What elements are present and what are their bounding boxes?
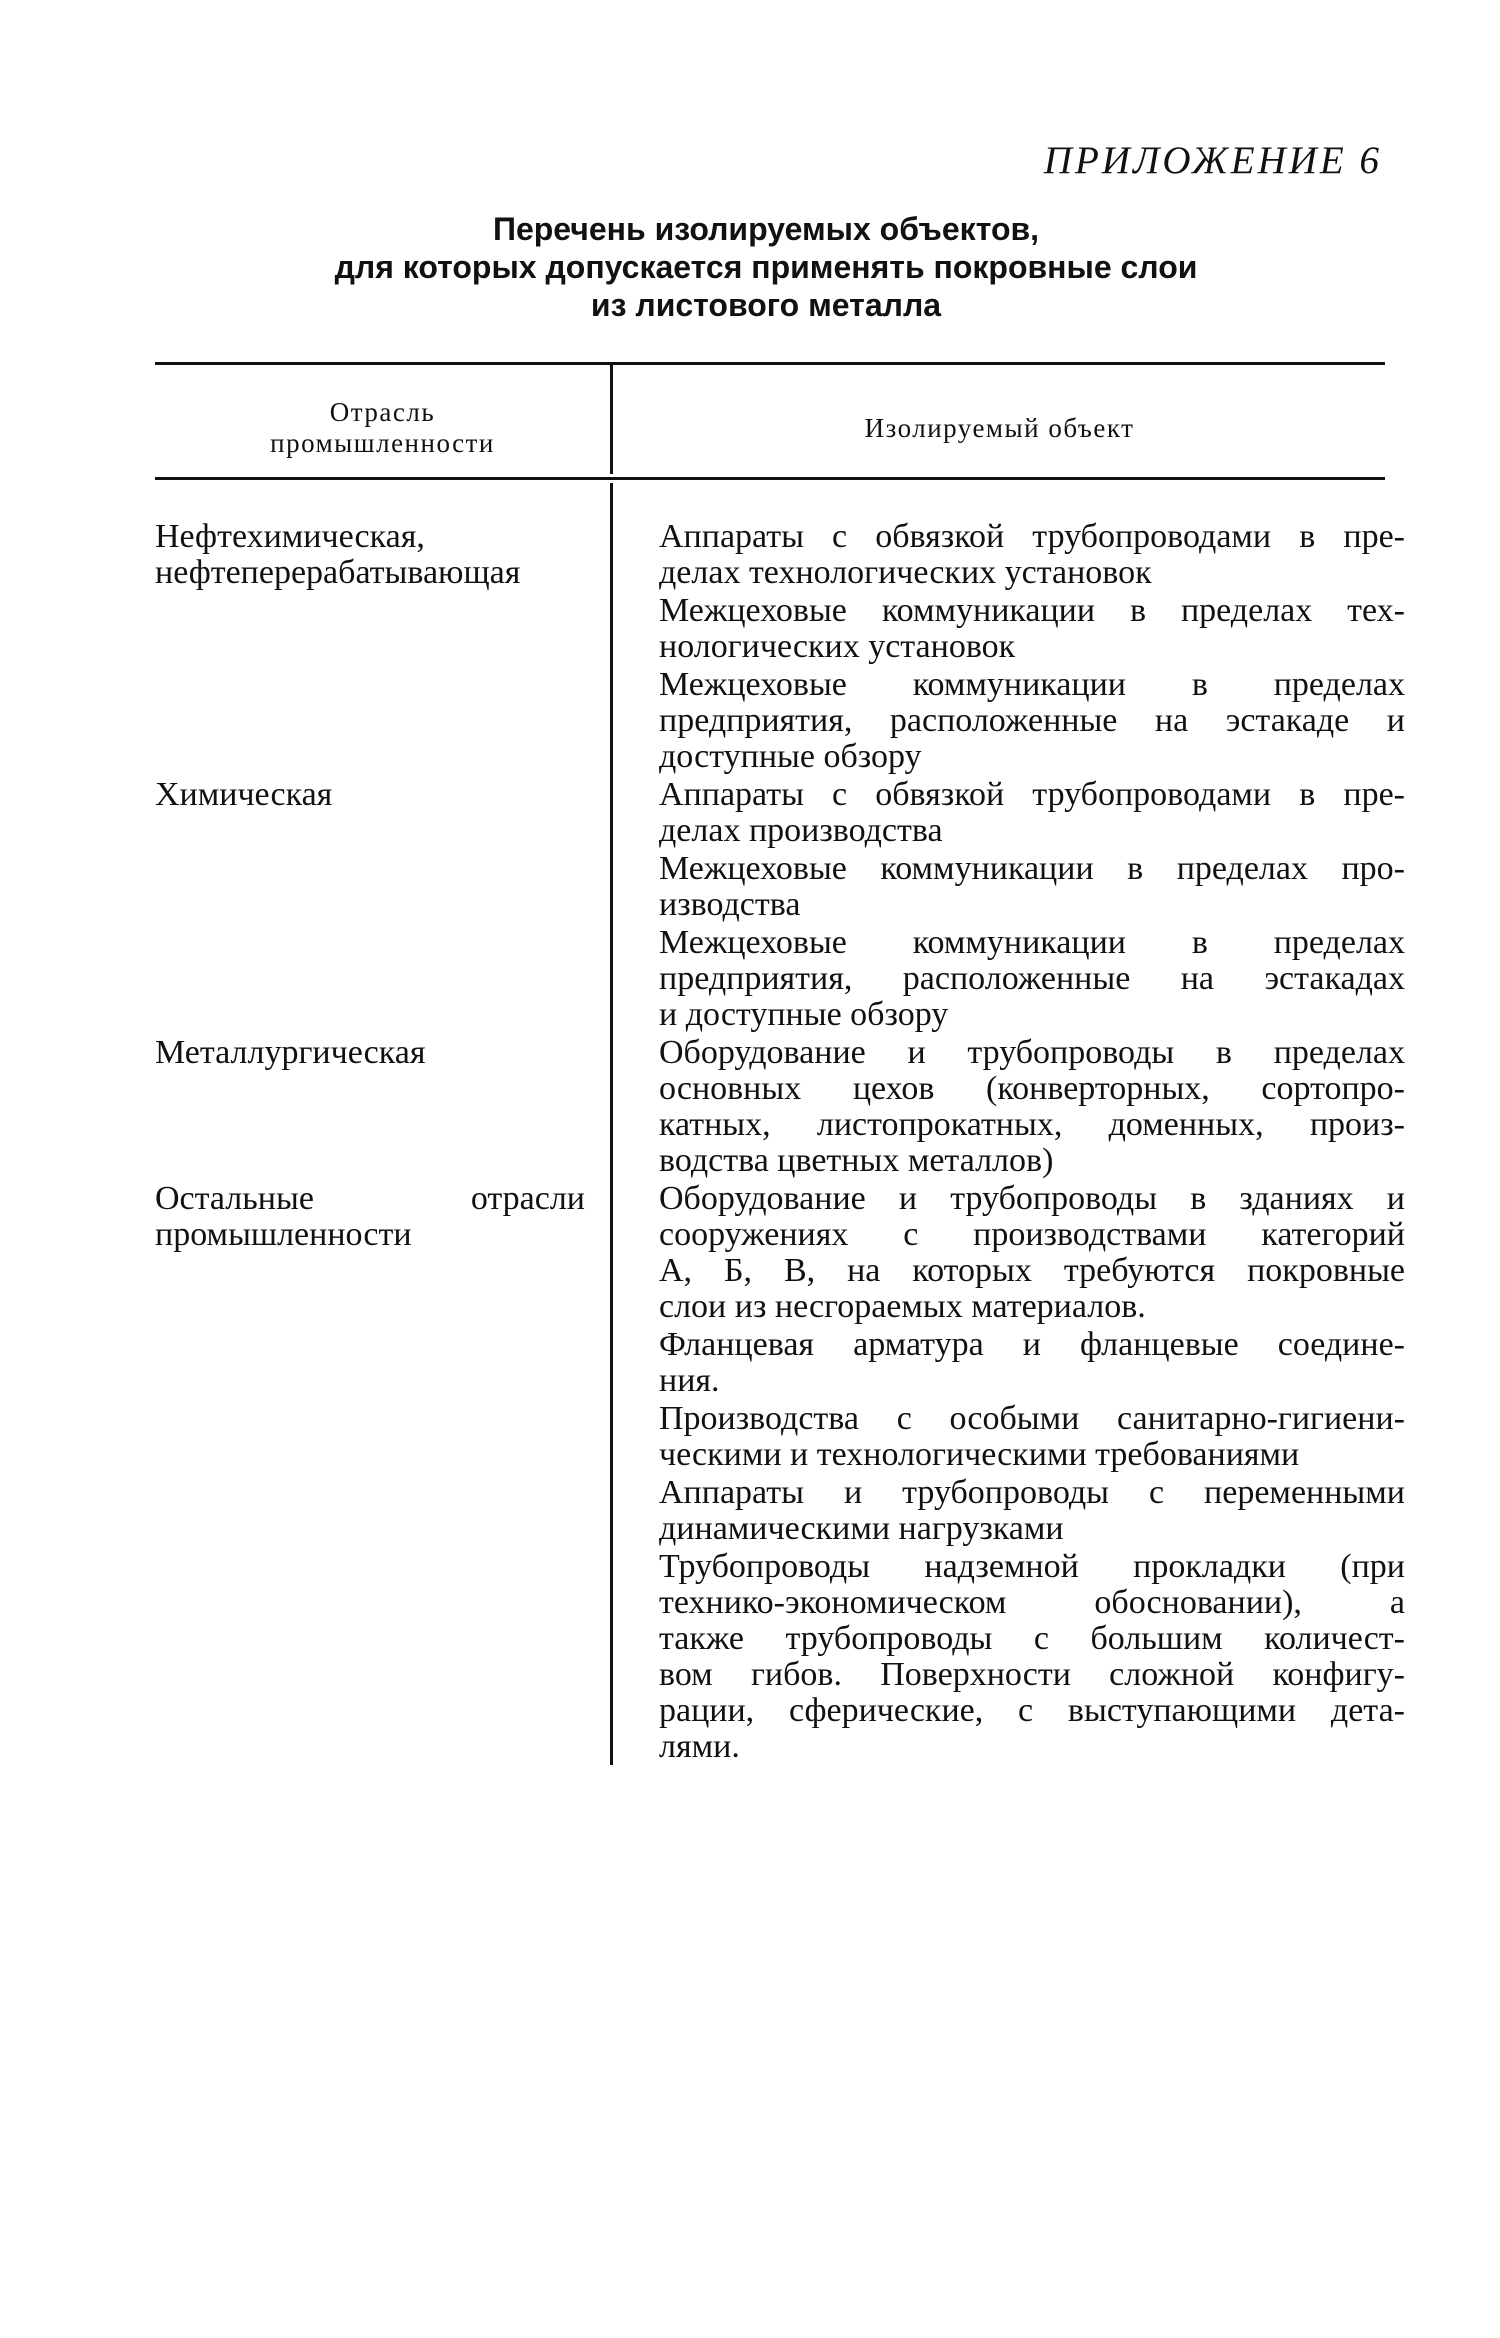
table-header-rule xyxy=(155,477,1385,480)
insulated-object xyxy=(659,593,1405,665)
insulated-objects xyxy=(659,1181,1405,1767)
insulated-object-line: нологических установок xyxy=(659,628,1016,665)
table-row xyxy=(155,518,1405,777)
insulated-objects xyxy=(659,519,1405,777)
insulated-object-line: предприятия, расположенные на эстакадах xyxy=(659,960,1405,997)
insulated-object xyxy=(659,1401,1405,1473)
header-column-divider xyxy=(610,364,613,474)
industry-branch: Металлургическая xyxy=(155,1034,426,1071)
insulated-object-line: Производства с особыми санитарно-гигиени- xyxy=(659,1400,1405,1437)
insulated-object-line: динамическими нагрузками xyxy=(659,1510,1064,1547)
insulated-object-line: технико-экономическом обосновании), а xyxy=(659,1584,1405,1621)
insulated-object-line: делах технологических установок xyxy=(659,554,1152,591)
title-line: Перечень изолируемых объектов, xyxy=(492,211,1040,247)
insulated-object-line: Аппараты и трубопроводы с переменными xyxy=(659,1474,1405,1511)
insulated-object-line: доступные обзору xyxy=(659,738,922,775)
column-header-object-text: Изолируемый объект xyxy=(864,412,1135,443)
title-line: из листового металла xyxy=(590,287,942,323)
insulated-object-line: и доступные обзору xyxy=(659,996,949,1033)
insulated-object xyxy=(659,851,1405,923)
insulated-object-line: делах производства xyxy=(659,812,943,849)
insulated-object-line: Межцеховые коммуникации в пределах xyxy=(659,924,1405,961)
column-header-branch-line: Отрасль xyxy=(329,397,436,427)
insulated-object-line: основных цехов (конверторных, сортопро- xyxy=(659,1070,1405,1107)
insulated-object-line: лями. xyxy=(659,1728,740,1765)
insulated-object-line: Оборудование и трубопроводы в пределах xyxy=(659,1034,1405,1071)
insulated-object-line: катных, листопрокатных, доменных, произ- xyxy=(659,1106,1405,1143)
insulated-object xyxy=(659,519,1405,591)
industry-branch: Остальные отрасли промышленности xyxy=(155,1180,585,1253)
insulated-object xyxy=(659,1181,1405,1325)
table-row xyxy=(155,1180,1405,1767)
insulated-object-line: А, Б, В, на которых требуются покровные xyxy=(659,1252,1405,1289)
table-row xyxy=(155,776,1405,1035)
insulated-object-line: сооружениях с производствами категорий xyxy=(659,1216,1405,1253)
insulated-object-line: Оборудование и трубопроводы в зданиях и xyxy=(659,1180,1405,1217)
insulated-object-line: слои из несгораемых материалов. xyxy=(659,1288,1146,1325)
insulated-object-line: также трубопроводы с большим количест- xyxy=(659,1620,1405,1657)
insulated-object-line: Межцеховые коммуникации в пределах про- xyxy=(659,850,1405,887)
insulated-objects xyxy=(659,777,1405,1035)
table-top-rule xyxy=(155,362,1385,365)
column-header-branch xyxy=(155,380,610,476)
table-row xyxy=(155,1034,1405,1181)
column-header-branch-line: промышленности xyxy=(270,428,495,458)
column-header-branch-text xyxy=(270,397,495,459)
column-header-object xyxy=(614,380,1385,476)
insulated-object-line: рации, сферические, с выступающими дета- xyxy=(659,1692,1405,1729)
table-body xyxy=(155,518,1405,1767)
title-line: для которых допускается применять покровные слои xyxy=(334,249,1198,285)
insulated-object xyxy=(659,777,1405,849)
insulated-object-line: Аппараты с обвязкой трубопроводами в пре- xyxy=(659,518,1405,555)
industry-branch: Нефтехимическая, нефтеперерабатывающая xyxy=(155,518,521,591)
appendix-label: ПРИЛОЖЕНИЕ 6 xyxy=(1043,139,1382,182)
insulated-object-line: Фланцевая арматура и фланцевые соедине- xyxy=(659,1326,1405,1363)
insulated-object-line: ческими и технологическими требованиями xyxy=(659,1436,1300,1473)
insulated-object xyxy=(659,1475,1405,1547)
insulated-object xyxy=(659,1327,1405,1399)
insulated-object-line: изводства xyxy=(659,886,801,923)
insulated-object-line: Аппараты с обвязкой трубопроводами в пре- xyxy=(659,776,1405,813)
industry-branch: Химическая xyxy=(155,776,333,813)
insulated-object-line: Трубопроводы надземной прокладки (при xyxy=(659,1548,1405,1585)
insulated-object-line: вом гибов. Поверхности сложной конфигу- xyxy=(659,1656,1405,1693)
insulated-object xyxy=(659,1035,1405,1179)
insulated-object-line: водства цветных металлов) xyxy=(659,1142,1054,1179)
insulated-object xyxy=(659,1549,1405,1765)
document-title xyxy=(150,210,1382,324)
insulated-object-line: предприятия, расположенные на эстакаде и xyxy=(659,702,1405,739)
insulated-object-line: Межцеховые коммуникации в пределах xyxy=(659,666,1405,703)
insulated-object-line: Межцеховые коммуникации в пределах тех- xyxy=(659,592,1405,629)
insulated-object xyxy=(659,925,1405,1033)
insulated-objects xyxy=(659,1035,1405,1181)
insulated-object xyxy=(659,667,1405,775)
insulated-object-line: ния. xyxy=(659,1362,720,1399)
